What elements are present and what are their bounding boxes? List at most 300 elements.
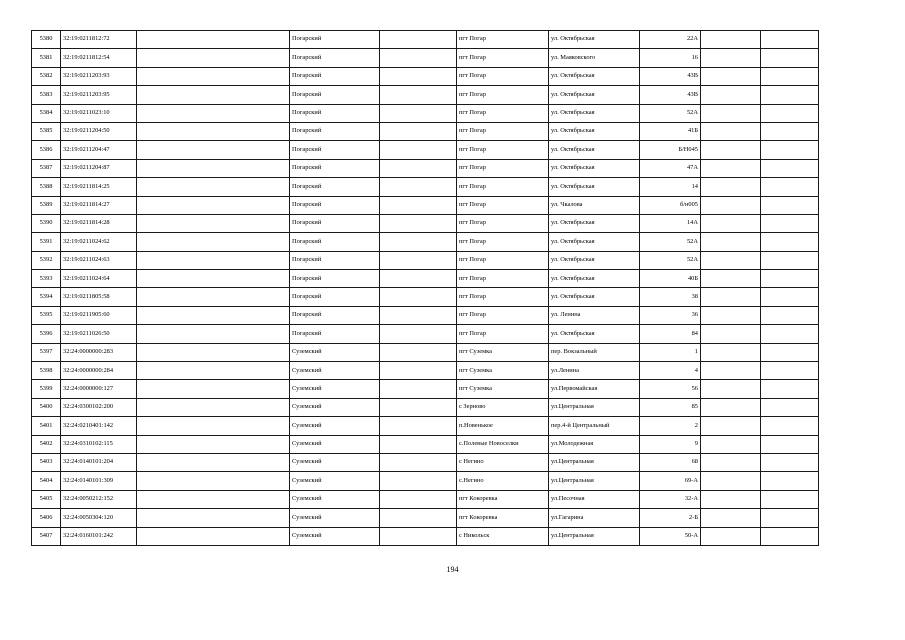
district: Погарский xyxy=(290,196,380,214)
district: Погарский xyxy=(290,288,380,306)
street: ул. Октябрьская xyxy=(549,122,640,140)
district: Суземский xyxy=(290,453,380,471)
table-row xyxy=(32,343,819,361)
empty-cell xyxy=(137,141,290,159)
street: ул. Октябрьская xyxy=(549,159,640,177)
empty-cell xyxy=(761,509,819,527)
empty-cell xyxy=(137,49,290,67)
table-row xyxy=(32,270,819,288)
street: ул. Ленина xyxy=(549,306,640,324)
house-number: 47А xyxy=(640,159,701,177)
row-number: 5382 xyxy=(32,67,61,85)
street: ул. Октябрьская xyxy=(549,325,640,343)
row-number: 5385 xyxy=(32,122,61,140)
table-row xyxy=(32,178,819,196)
empty-cell xyxy=(701,214,761,232)
empty-cell xyxy=(137,196,290,214)
cadastral-number: 32:19:0211023:10 xyxy=(61,104,137,122)
empty-cell xyxy=(380,104,457,122)
empty-cell xyxy=(380,31,457,49)
district: Суземский xyxy=(290,509,380,527)
empty-cell xyxy=(701,398,761,416)
empty-cell xyxy=(761,86,819,104)
empty-cell xyxy=(701,49,761,67)
house-number: 32-А xyxy=(640,490,701,508)
empty-cell xyxy=(761,251,819,269)
settlement: пгт Погар xyxy=(457,178,549,196)
street: ул. Октябрьская xyxy=(549,104,640,122)
district: Погарский xyxy=(290,49,380,67)
empty-cell xyxy=(701,288,761,306)
row-number: 5392 xyxy=(32,251,61,269)
street: ул.Центральная xyxy=(549,527,640,545)
empty-cell xyxy=(380,527,457,545)
empty-cell xyxy=(701,104,761,122)
empty-cell xyxy=(137,527,290,545)
house-number: 1 xyxy=(640,343,701,361)
district: Суземский xyxy=(290,380,380,398)
empty-cell xyxy=(761,306,819,324)
empty-cell xyxy=(701,178,761,196)
empty-cell xyxy=(380,67,457,85)
settlement: с Негино xyxy=(457,453,549,471)
street: ул.Молодежная xyxy=(549,435,640,453)
cadastral-number: 32:24:0310102:115 xyxy=(61,435,137,453)
cadastral-number: 32:19:0211204:87 xyxy=(61,159,137,177)
row-number: 5399 xyxy=(32,380,61,398)
district: Суземский xyxy=(290,472,380,490)
empty-cell xyxy=(380,251,457,269)
empty-cell xyxy=(761,343,819,361)
district: Суземский xyxy=(290,417,380,435)
settlement: пгт Погар xyxy=(457,251,549,269)
table-row xyxy=(32,509,819,527)
row-number: 5394 xyxy=(32,288,61,306)
house-number: 50-А xyxy=(640,527,701,545)
empty-cell xyxy=(701,251,761,269)
table-row xyxy=(32,141,819,159)
cadastral-number: 32:24:0000000:283 xyxy=(61,343,137,361)
district: Погарский xyxy=(290,270,380,288)
house-number: 38 xyxy=(640,288,701,306)
empty-cell xyxy=(761,178,819,196)
row-number: 5400 xyxy=(32,398,61,416)
empty-cell xyxy=(761,417,819,435)
house-number: 56 xyxy=(640,380,701,398)
empty-cell xyxy=(761,104,819,122)
empty-cell xyxy=(701,196,761,214)
settlement: пгт Кокоревка xyxy=(457,509,549,527)
empty-cell xyxy=(761,159,819,177)
cadastral-number: 32:24:0210401:142 xyxy=(61,417,137,435)
district: Погарский xyxy=(290,214,380,232)
district: Погарский xyxy=(290,159,380,177)
row-number: 5396 xyxy=(32,325,61,343)
empty-cell xyxy=(761,472,819,490)
empty-cell xyxy=(761,362,819,380)
empty-cell xyxy=(137,398,290,416)
empty-cell xyxy=(701,31,761,49)
empty-cell xyxy=(701,122,761,140)
empty-cell xyxy=(137,178,290,196)
row-number: 5407 xyxy=(32,527,61,545)
table-row xyxy=(32,398,819,416)
table-row xyxy=(32,49,819,67)
settlement: пгт Кокоревка xyxy=(457,490,549,508)
cadastral-number: 32:24:0050212:152 xyxy=(61,490,137,508)
table-row xyxy=(32,67,819,85)
empty-cell xyxy=(380,472,457,490)
cadastral-number: 32:24:0000000:284 xyxy=(61,362,137,380)
empty-cell xyxy=(380,288,457,306)
empty-cell xyxy=(701,270,761,288)
empty-cell xyxy=(380,86,457,104)
street: ул.Песочная xyxy=(549,490,640,508)
table-row xyxy=(32,490,819,508)
settlement: пгт Погар xyxy=(457,141,549,159)
row-number: 5380 xyxy=(32,31,61,49)
empty-cell xyxy=(380,380,457,398)
house-number: 2 xyxy=(640,417,701,435)
house-number: б/н005 xyxy=(640,196,701,214)
house-number: 68 xyxy=(640,453,701,471)
row-number: 5383 xyxy=(32,86,61,104)
table-row xyxy=(32,380,819,398)
district: Суземский xyxy=(290,343,380,361)
empty-cell xyxy=(137,159,290,177)
street: ул. Октябрьская xyxy=(549,233,640,251)
house-number: 84 xyxy=(640,325,701,343)
empty-cell xyxy=(701,86,761,104)
row-number: 5389 xyxy=(32,196,61,214)
settlement: пгт Суземка xyxy=(457,343,549,361)
empty-cell xyxy=(380,196,457,214)
cadastral-number: 32:24:0140101:204 xyxy=(61,453,137,471)
settlement: пгт Погар xyxy=(457,325,549,343)
table-row xyxy=(32,306,819,324)
empty-cell xyxy=(761,67,819,85)
empty-cell xyxy=(761,453,819,471)
table-row xyxy=(32,31,819,49)
table-row xyxy=(32,453,819,471)
empty-cell xyxy=(701,509,761,527)
empty-cell xyxy=(701,417,761,435)
district: Погарский xyxy=(290,233,380,251)
empty-cell xyxy=(137,472,290,490)
district: Погарский xyxy=(290,122,380,140)
settlement: с.Негино xyxy=(457,472,549,490)
district: Погарский xyxy=(290,104,380,122)
empty-cell xyxy=(761,380,819,398)
district: Погарский xyxy=(290,86,380,104)
street: ул. Октябрьская xyxy=(549,270,640,288)
cadastral-number: 32:19:0211024:63 xyxy=(61,251,137,269)
empty-cell xyxy=(137,86,290,104)
settlement: с.Полевые Новоселки xyxy=(457,435,549,453)
settlement: пгт Погар xyxy=(457,104,549,122)
empty-cell xyxy=(380,417,457,435)
house-number: 36 xyxy=(640,306,701,324)
empty-cell xyxy=(137,435,290,453)
house-number: 85 xyxy=(640,398,701,416)
empty-cell xyxy=(701,453,761,471)
empty-cell xyxy=(137,380,290,398)
row-number: 5401 xyxy=(32,417,61,435)
table-row xyxy=(32,417,819,435)
row-number: 5405 xyxy=(32,490,61,508)
registry-table xyxy=(31,30,819,546)
empty-cell xyxy=(701,141,761,159)
street: ул. Октябрьская xyxy=(549,141,640,159)
street: ул. Октябрьская xyxy=(549,288,640,306)
empty-cell xyxy=(761,325,819,343)
empty-cell xyxy=(137,104,290,122)
empty-cell xyxy=(761,270,819,288)
house-number: 52А xyxy=(640,251,701,269)
house-number: 69-А xyxy=(640,472,701,490)
cadastral-number: 32:24:0300102:200 xyxy=(61,398,137,416)
empty-cell xyxy=(137,214,290,232)
street: ул. Чкалова xyxy=(549,196,640,214)
row-number: 5384 xyxy=(32,104,61,122)
empty-cell xyxy=(701,343,761,361)
table-row xyxy=(32,214,819,232)
row-number: 5386 xyxy=(32,141,61,159)
empty-cell xyxy=(380,490,457,508)
empty-cell xyxy=(761,31,819,49)
house-number: 14А xyxy=(640,214,701,232)
row-number: 5390 xyxy=(32,214,61,232)
house-number: 52А xyxy=(640,104,701,122)
district: Суземский xyxy=(290,362,380,380)
district: Суземский xyxy=(290,527,380,545)
row-number: 5391 xyxy=(32,233,61,251)
cadastral-number: 32:19:0211024:64 xyxy=(61,270,137,288)
table-row xyxy=(32,159,819,177)
empty-cell xyxy=(137,490,290,508)
street: ул.Гагарина xyxy=(549,509,640,527)
empty-cell xyxy=(137,67,290,85)
settlement: пгт Погар xyxy=(457,49,549,67)
row-number: 5406 xyxy=(32,509,61,527)
street: ул. Октябрьская xyxy=(549,86,640,104)
house-number: 40Б xyxy=(640,270,701,288)
cadastral-number: 32:24:0000000:127 xyxy=(61,380,137,398)
table-row xyxy=(32,325,819,343)
settlement: пгт Погар xyxy=(457,306,549,324)
empty-cell xyxy=(701,380,761,398)
empty-cell xyxy=(137,270,290,288)
house-number: 52А xyxy=(640,233,701,251)
cadastral-number: 32:19:0211812:54 xyxy=(61,49,137,67)
district: Погарский xyxy=(290,67,380,85)
table-row xyxy=(32,86,819,104)
street: ул. Октябрьская xyxy=(549,178,640,196)
empty-cell xyxy=(380,306,457,324)
empty-cell xyxy=(701,472,761,490)
empty-cell xyxy=(761,214,819,232)
street: ул.Центральная xyxy=(549,472,640,490)
house-number: 16 xyxy=(640,49,701,67)
settlement: пгт Погар xyxy=(457,86,549,104)
table-row xyxy=(32,288,819,306)
street: пер.4-й Центральный xyxy=(549,417,640,435)
district: Погарский xyxy=(290,31,380,49)
house-number: Б/Н045 xyxy=(640,141,701,159)
table-row xyxy=(32,104,819,122)
settlement: пгт Погар xyxy=(457,270,549,288)
empty-cell xyxy=(380,214,457,232)
cadastral-number: 32:19:0211203:93 xyxy=(61,67,137,85)
settlement: пгт Погар xyxy=(457,31,549,49)
cadastral-number: 32:24:0140101:309 xyxy=(61,472,137,490)
settlement: пгт Суземка xyxy=(457,380,549,398)
cadastral-number: 32:24:0160101:242 xyxy=(61,527,137,545)
empty-cell xyxy=(761,233,819,251)
cadastral-number: 32:19:0211805:58 xyxy=(61,288,137,306)
district: Погарский xyxy=(290,141,380,159)
empty-cell xyxy=(761,196,819,214)
row-number: 5388 xyxy=(32,178,61,196)
row-number: 5403 xyxy=(32,453,61,471)
street: ул. Октябрьская xyxy=(549,251,640,269)
district: Суземский xyxy=(290,398,380,416)
settlement: пгт Суземка xyxy=(457,362,549,380)
street: ул. Октябрьская xyxy=(549,214,640,232)
district: Погарский xyxy=(290,178,380,196)
row-number: 5381 xyxy=(32,49,61,67)
registry-table-body xyxy=(32,31,819,546)
empty-cell xyxy=(380,233,457,251)
house-number: 22А xyxy=(640,31,701,49)
cadastral-number: 32:24:0050304:120 xyxy=(61,509,137,527)
house-number: 43В xyxy=(640,67,701,85)
settlement: п.Новенькое xyxy=(457,417,549,435)
street: ул. Октябрьская xyxy=(549,31,640,49)
empty-cell xyxy=(701,306,761,324)
table-row xyxy=(32,362,819,380)
street: ул.Первомайская xyxy=(549,380,640,398)
cadastral-number: 32:19:0211812:72 xyxy=(61,31,137,49)
house-number: 43В xyxy=(640,86,701,104)
house-number: 41Б xyxy=(640,122,701,140)
row-number: 5404 xyxy=(32,472,61,490)
empty-cell xyxy=(137,306,290,324)
house-number: 14 xyxy=(640,178,701,196)
table-row xyxy=(32,233,819,251)
empty-cell xyxy=(761,490,819,508)
table-row xyxy=(32,435,819,453)
empty-cell xyxy=(137,509,290,527)
street: ул.Центральная xyxy=(549,398,640,416)
empty-cell xyxy=(761,527,819,545)
settlement: пгт Погар xyxy=(457,233,549,251)
empty-cell xyxy=(137,417,290,435)
empty-cell xyxy=(137,343,290,361)
cadastral-number: 32:19:0211026:50 xyxy=(61,325,137,343)
empty-cell xyxy=(137,31,290,49)
empty-cell xyxy=(701,527,761,545)
empty-cell xyxy=(701,362,761,380)
empty-cell xyxy=(137,288,290,306)
row-number: 5397 xyxy=(32,343,61,361)
cadastral-number: 32:19:0211814:25 xyxy=(61,178,137,196)
district: Погарский xyxy=(290,251,380,269)
house-number: 4 xyxy=(640,362,701,380)
row-number: 5395 xyxy=(32,306,61,324)
empty-cell xyxy=(380,453,457,471)
cadastral-number: 32:19:0211814:28 xyxy=(61,214,137,232)
cadastral-number: 32:19:0211203:95 xyxy=(61,86,137,104)
empty-cell xyxy=(380,435,457,453)
empty-cell xyxy=(137,453,290,471)
table-row xyxy=(32,251,819,269)
empty-cell xyxy=(380,270,457,288)
empty-cell xyxy=(137,325,290,343)
empty-cell xyxy=(137,233,290,251)
empty-cell xyxy=(380,141,457,159)
row-number: 5393 xyxy=(32,270,61,288)
empty-cell xyxy=(137,122,290,140)
street: пер. Вокзальный xyxy=(549,343,640,361)
district: Суземский xyxy=(290,435,380,453)
settlement: пгт Погар xyxy=(457,214,549,232)
table-row xyxy=(32,472,819,490)
empty-cell xyxy=(380,362,457,380)
row-number: 5387 xyxy=(32,159,61,177)
settlement: пгт Погар xyxy=(457,196,549,214)
settlement: пгт Погар xyxy=(457,67,549,85)
street: ул. Маяковского xyxy=(549,49,640,67)
empty-cell xyxy=(137,362,290,380)
empty-cell xyxy=(701,490,761,508)
cadastral-number: 32:19:0211204:50 xyxy=(61,122,137,140)
empty-cell xyxy=(761,122,819,140)
empty-cell xyxy=(761,288,819,306)
empty-cell xyxy=(380,398,457,416)
house-number: 2-Б xyxy=(640,509,701,527)
empty-cell xyxy=(380,122,457,140)
empty-cell xyxy=(380,159,457,177)
row-number: 5398 xyxy=(32,362,61,380)
empty-cell xyxy=(701,233,761,251)
empty-cell xyxy=(761,398,819,416)
settlement: пгт Погар xyxy=(457,159,549,177)
district: Погарский xyxy=(290,306,380,324)
empty-cell xyxy=(761,435,819,453)
settlement: с Никольск xyxy=(457,527,549,545)
empty-cell xyxy=(380,343,457,361)
table-row xyxy=(32,527,819,545)
empty-cell xyxy=(380,325,457,343)
empty-cell xyxy=(761,141,819,159)
empty-cell xyxy=(701,67,761,85)
table-row xyxy=(32,196,819,214)
empty-cell xyxy=(380,49,457,67)
empty-cell xyxy=(701,325,761,343)
district: Суземский xyxy=(290,490,380,508)
table-row xyxy=(32,122,819,140)
settlement: пгт Погар xyxy=(457,288,549,306)
cadastral-number: 32:19:0211024:62 xyxy=(61,233,137,251)
empty-cell xyxy=(761,49,819,67)
settlement: пгт Погар xyxy=(457,122,549,140)
empty-cell xyxy=(137,251,290,269)
cadastral-number: 32:19:0211814:27 xyxy=(61,196,137,214)
empty-cell xyxy=(701,435,761,453)
cadastral-number: 32:19:0211905:60 xyxy=(61,306,137,324)
empty-cell xyxy=(701,159,761,177)
